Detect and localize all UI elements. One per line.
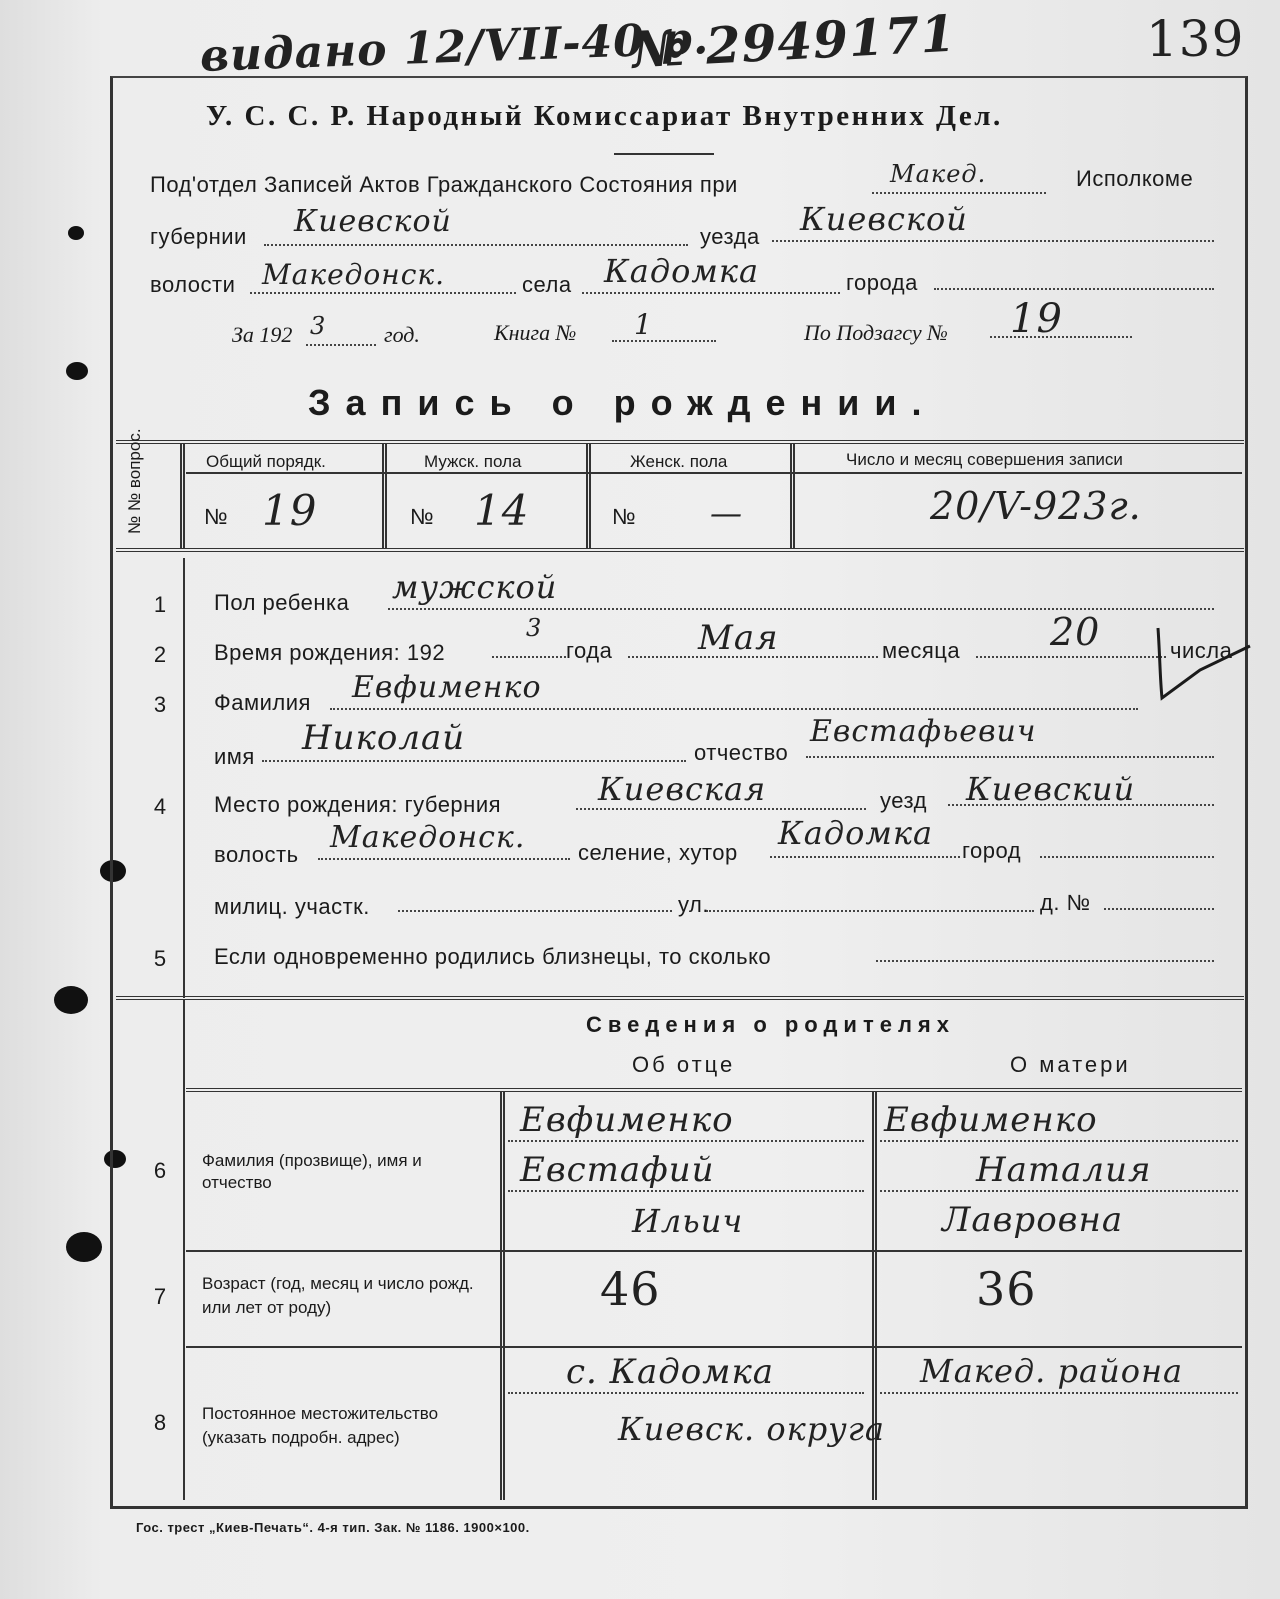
birthplace-uezd-value: Киевский	[966, 770, 1136, 808]
gubernia-field	[264, 244, 688, 246]
general-number-value: 19	[262, 486, 318, 535]
father-firstname: Евстафий	[520, 1150, 715, 1190]
numbers-divider	[790, 444, 795, 548]
no-sign: №	[204, 504, 229, 529]
book-label: Книга №	[494, 320, 577, 345]
punch-hole	[54, 986, 88, 1014]
selo-field	[582, 292, 840, 294]
patronymic-value: Евстафьевич	[810, 714, 1037, 749]
uezd-label: уезда	[700, 224, 760, 249]
issue-number: № 2949171	[630, 3, 958, 80]
father-address-1: с. Кадомка	[566, 1352, 775, 1392]
mother-name-line	[880, 1190, 1238, 1192]
parent-age-label: Возраст (год, месяц и число рожд. или лет от роду)	[202, 1274, 474, 1317]
father-header: Об отце	[632, 1052, 736, 1077]
father-name-line	[508, 1190, 864, 1192]
birthplace-label: Место рождения: губерния	[214, 792, 502, 817]
year-value: 3	[310, 312, 327, 340]
row-6-bottom	[186, 1250, 1242, 1252]
volost-field	[250, 292, 516, 294]
mother-firstname: Наталия	[976, 1150, 1152, 1190]
name-label: имя	[214, 744, 255, 769]
street-label: ул.	[678, 892, 709, 917]
question-number-header: № № вопрос.	[125, 428, 144, 534]
parents-table-top	[186, 1088, 1242, 1092]
street-field	[706, 910, 1034, 912]
gubernia-label: губернии	[150, 224, 247, 249]
no-sign: №	[410, 504, 435, 529]
day-field	[976, 656, 1166, 658]
surname-field	[330, 708, 1138, 710]
title-rule	[614, 153, 714, 155]
col-date-header: Число и месяц совершения записи	[846, 450, 1123, 469]
mother-address: Макед. района	[920, 1352, 1184, 1390]
female-number-value: —	[710, 494, 743, 532]
numbers-divider	[382, 444, 387, 548]
book-value: 1	[634, 308, 653, 341]
executive-field	[872, 192, 1046, 194]
mother-header: О матери	[1010, 1052, 1131, 1077]
volost-label: волости	[150, 272, 236, 297]
child-volost-label: волость	[214, 842, 299, 867]
mother-age: 36	[976, 1262, 1037, 1316]
question-1-number: 1	[153, 592, 167, 617]
punch-hole	[66, 1232, 102, 1262]
father-surname: Евфименко	[520, 1100, 734, 1140]
birth-time-label: Время рождения: 192	[214, 640, 446, 665]
punch-hole	[66, 362, 88, 380]
month-value: Мая	[698, 618, 779, 658]
question-8-number: 8	[153, 1410, 167, 1435]
sex-value: мужской	[392, 568, 558, 606]
police-field	[398, 910, 672, 912]
house-field	[1104, 908, 1214, 910]
parent-address-label: Постоянное местожительство (указать подробн. адрес)	[202, 1404, 439, 1447]
day-value: 20	[1050, 610, 1101, 654]
subrecord-value: 19	[1010, 296, 1063, 342]
mother-address-line	[880, 1392, 1238, 1394]
gorod-label: города	[846, 270, 918, 295]
executive-value: Макед.	[890, 160, 987, 188]
father-address-line	[508, 1392, 864, 1394]
parents-title: Сведения о родителях	[586, 1012, 956, 1037]
row-7-bottom	[186, 1346, 1242, 1348]
record-date-value: 20/V-923г.	[930, 484, 1142, 528]
subdept-label: Под'отдел Записей Актов Гражданского Состояния при	[150, 172, 738, 197]
name-value: Николай	[302, 718, 466, 758]
question-2-number: 2	[153, 642, 167, 667]
question-6-number: 6	[153, 1158, 167, 1183]
birthplace-uezd-label: уезд	[880, 788, 927, 813]
uezd-field	[772, 240, 1214, 242]
numbers-divider	[180, 444, 185, 548]
parent-name-label: Фамилия (прозвище), имя и отчество	[202, 1151, 422, 1192]
question-column-divider	[183, 558, 185, 998]
numbers-header-rule	[186, 472, 1242, 474]
question-7-number: 7	[153, 1284, 167, 1309]
sex-label: Пол ребенка	[214, 590, 350, 615]
twins-field	[876, 960, 1214, 962]
name-field	[262, 760, 686, 762]
col-male-header: Мужск. пола	[424, 452, 522, 471]
birthplace-gubernia-value: Киевская	[598, 770, 767, 808]
village-label: селение, хутор	[578, 840, 738, 865]
issue-annotation: видано 12/VII-40 р.	[199, 13, 710, 82]
no-sign: №	[612, 504, 637, 529]
gubernia-value: Киевской	[294, 204, 452, 239]
patronymic-field	[806, 756, 1214, 758]
col-general-header: Общий порядк.	[206, 452, 326, 471]
question-column-divider	[183, 1000, 185, 1500]
father-column-divider	[500, 1092, 505, 1500]
house-label: д. №	[1040, 890, 1091, 915]
child-volost-field	[318, 858, 570, 860]
numbers-divider	[586, 444, 591, 548]
year-field	[306, 344, 376, 346]
police-label: милиц. участк.	[214, 894, 370, 919]
numbers-row-bottom	[116, 548, 1244, 552]
check-mark	[1140, 618, 1260, 718]
male-number-value: 14	[474, 486, 530, 535]
city-label: город	[962, 838, 1022, 863]
village-value: Кадомка	[778, 814, 934, 852]
day-label: числа	[1170, 638, 1233, 663]
child-volost-value: Македонск.	[330, 820, 526, 855]
birth-year-field	[492, 656, 566, 658]
surname-value: Евфименко	[352, 670, 542, 705]
patronymic-label: отчество	[694, 740, 789, 765]
mother-patronymic: Лавровна	[942, 1200, 1124, 1240]
city-field	[1040, 856, 1214, 858]
year-label: За 192	[232, 322, 293, 347]
year-suffix: год.	[384, 322, 420, 347]
record-title: Запись о рождении.	[308, 382, 937, 423]
question-4-number: 4	[153, 794, 167, 819]
subrecord-label: По Подзагсу №	[804, 320, 948, 345]
book-field	[612, 340, 716, 342]
month-label: месяца	[882, 638, 961, 663]
printer-footer: Гос. трест „Киев-Печать“. 4-я тип. Зак. № 1186. 1900×100.	[136, 1520, 530, 1535]
numbers-row-top	[116, 440, 1244, 444]
gorod-field	[934, 288, 1214, 290]
village-field	[770, 856, 960, 858]
header-title: У. С. С. Р. Народный Комиссариат Внутренних Дел.	[206, 100, 1003, 132]
executive-suffix: Исполкоме	[1076, 166, 1194, 191]
question-5-number: 5	[153, 946, 167, 971]
volost-value: Македонск.	[262, 258, 446, 291]
punch-hole	[68, 226, 84, 240]
page-number: 139	[1146, 10, 1245, 68]
col-female-header: Женск. пола	[630, 452, 728, 471]
selo-value: Кадомка	[604, 252, 760, 290]
father-age: 46	[600, 1262, 661, 1316]
mother-surname: Евфименко	[884, 1100, 1098, 1140]
question-3-number: 3	[153, 692, 167, 717]
parents-section-top	[116, 996, 1244, 1000]
uezd-value: Киевской	[800, 200, 968, 238]
mother-name-line	[880, 1140, 1238, 1142]
father-patronymic: Ильич	[632, 1202, 744, 1240]
surname-label: Фамилия	[214, 690, 311, 715]
birthplace-gubernia-field	[576, 808, 866, 810]
selo-label: села	[522, 272, 572, 297]
father-address-2: Киевск. округа	[618, 1410, 885, 1448]
father-name-line	[508, 1140, 864, 1142]
god-label: года	[566, 638, 613, 663]
birth-year-value: 3	[526, 614, 543, 642]
twins-label: Если одновременно родились близнецы, то сколько	[214, 944, 772, 969]
